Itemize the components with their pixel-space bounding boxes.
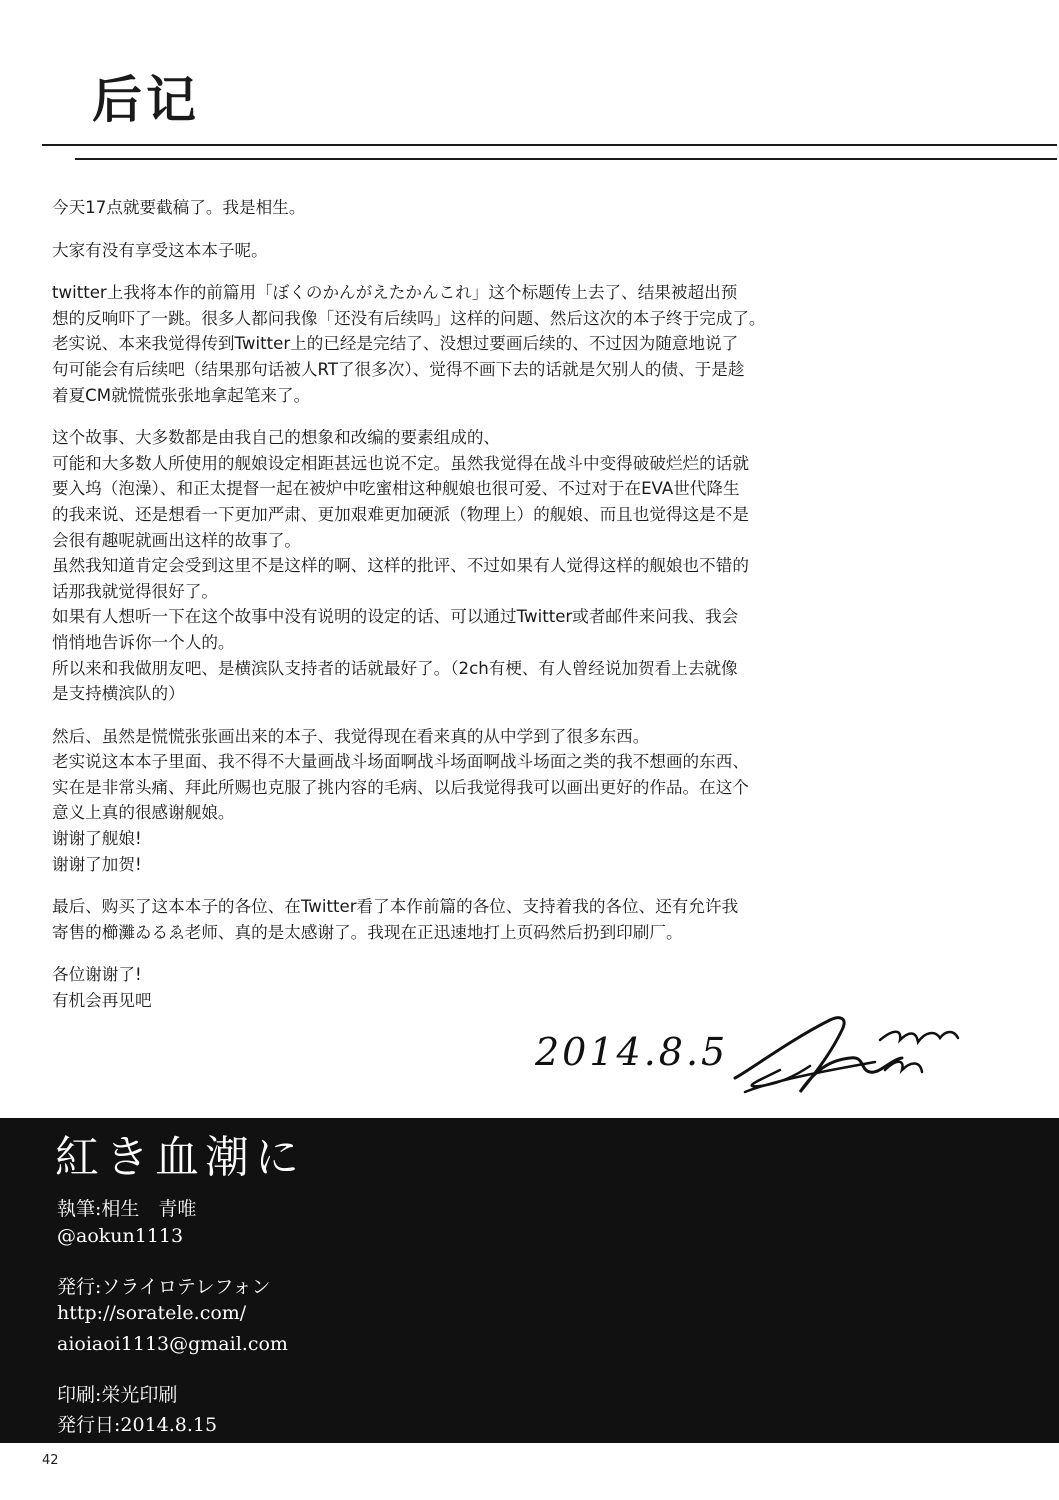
- text-line: 话那我就觉得很好了。: [52, 581, 218, 601]
- signature-scribble: [530, 1000, 980, 1110]
- twitter-handle: @aokun1113: [57, 1225, 184, 1247]
- text-line: 各位谢谢了!: [52, 965, 142, 985]
- publisher-line: 発行:ソライロテレフォン: [57, 1276, 271, 1298]
- handwritten-signature: [530, 1000, 980, 1110]
- text-line: 的我来说、还是想看一下更加严肃、更加艰难更加硬派（物理上）的舰娘、而且也觉得这是不是: [52, 504, 749, 524]
- text-line: 想的反响吓了一跳。很多人都问我像「还没有后续吗」这样的问题、然后这次的本子终于完成了。: [52, 308, 766, 328]
- text-line: 可能和大多数人所使用的舰娘设定相距甚远也说不定。虽然我觉得在战斗中变得破破烂烂的话就: [52, 453, 749, 473]
- text-line: twitter上我将本作的前篇用「ぼくのかんがえたかんこれ」这个标题传上去了、结果被超出预: [52, 283, 738, 303]
- text-line: 老实说这本本子里面、我不得不大量画战斗场面啊战斗场面啊战斗场面之类的我不想画的东西、: [52, 752, 749, 772]
- page-number: 42: [42, 1453, 59, 1468]
- paragraph: [52, 894, 982, 945]
- author-line: 執筆:相生 青唯: [57, 1198, 197, 1220]
- text-line: 今天17点就要截稿了。我是相生。: [52, 198, 306, 217]
- paragraph: [52, 425, 982, 707]
- text-line: 大家有没有享受这本本子呢。: [52, 240, 268, 260]
- text-line: 句可能会有后续吧（结果那句话被人RT了很多次）、觉得不画下去的话就是欠别人的债、于是趁: [52, 359, 745, 379]
- paragraph: [52, 195, 982, 221]
- paragraph: [52, 238, 982, 264]
- heading-rule-bottom: [75, 158, 1057, 160]
- text-line: 谢谢了加贺!: [52, 854, 142, 874]
- text-line: 寄售的櫛灘ゐるゑ老师、真的是太感谢了。我现在正迅速地打上页码然后扔到印刷厂。: [52, 922, 683, 942]
- text-line: 谢谢了舰娘!: [52, 829, 142, 849]
- text-line: 要入坞（泡澡）、和正太提督一起在被炉中吃蜜柑这种舰娘也很可爱、不过对于在EVA世代降生: [52, 479, 740, 499]
- text-line: 是支持横滨队的）: [52, 684, 185, 704]
- colophon-block: [0, 1118, 1059, 1443]
- heading-rule-top: [42, 144, 1057, 146]
- text-line: 悄悄地告诉你一个人的。: [52, 632, 235, 652]
- text-line: 着夏CM就慌慌张张地拿起笔来了。: [52, 385, 311, 405]
- text-line: 意义上真的很感谢舰娘。: [52, 803, 235, 823]
- publish-date-line: 発行日:2014.8.15: [57, 1414, 218, 1436]
- book-title: 紅き血潮に: [55, 1132, 305, 1183]
- text-line: 老实说、本来我觉得传到Twitter上的已经是完结了、没想过要画后续的、不过因为随意地说了: [52, 334, 739, 354]
- paragraph: [52, 724, 982, 878]
- text-line: 实在是非常头痛、拜此所赐也克服了挑内容的毛病、以后我觉得我可以画出更好的作品。在这个: [52, 777, 749, 797]
- text-line: 所以来和我做朋友吧、是横滨队支持者的话就最好了。（2ch有梗、有人曾经说加贺看上去就像: [52, 658, 738, 678]
- text-line: 最后、购买了这本本子的各位、在Twitter看了本作前篇的各位、支持着我的各位、还有允许我: [52, 897, 739, 917]
- afterword-body: [52, 195, 982, 1031]
- text-line: 这个故事、大多数都是由我自己的想象和改编的要素组成的、: [52, 428, 501, 448]
- website-url: http://soratele.com/: [57, 1302, 247, 1324]
- text-line: 然后、虽然是慌慌张张画出来的本子、我觉得现在看来真的从中学到了很多东西。: [52, 726, 650, 746]
- text-line: 虽然我知道肯定会受到这里不是这样的啊、这样的批评、不过如果有人觉得这样的舰娘也不错的: [52, 556, 749, 576]
- paragraph: [52, 280, 982, 408]
- text-line: 有机会再见吧: [52, 991, 152, 1011]
- text-line: 如果有人想听一下在这个故事中没有说明的设定的话、可以通过Twitter或者邮件来问我、我会: [52, 607, 739, 627]
- text-line: 会很有趣呢就画出这样的故事了。: [52, 530, 301, 550]
- printer-line: 印刷:栄光印刷: [57, 1384, 178, 1406]
- signature-date: 2014.8.5: [535, 1030, 729, 1074]
- email-address: aioiaoi1113@gmail.com: [57, 1333, 288, 1355]
- afterword-heading: 后记: [92, 71, 200, 129]
